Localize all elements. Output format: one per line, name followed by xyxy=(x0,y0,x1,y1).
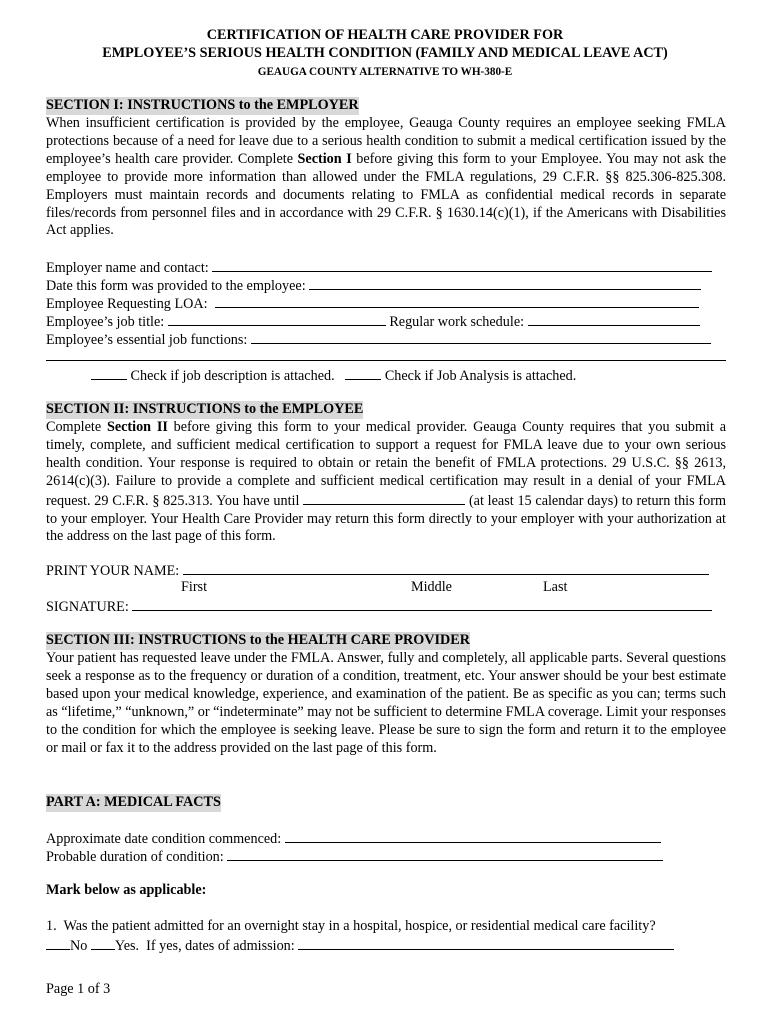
section2-text-c: (at least 15 calendar days) to return this form to your employer. Your Health Care Provider may return this form directly to your employer with your authorization at the address on the last page of this form. xyxy=(46,492,726,545)
essential-functions-label: Employee’s essential job functions: xyxy=(46,332,248,348)
q1-yes-label: Yes. If yes, dates of admission: xyxy=(114,938,295,954)
date-provided-row xyxy=(46,276,701,296)
last-name-caption: Last xyxy=(543,579,568,595)
duration-label: Probable duration of condition: xyxy=(46,849,224,865)
essential-functions-continuation-line[interactable] xyxy=(46,360,726,361)
q1-no-blank[interactable] xyxy=(46,936,70,950)
duration-row xyxy=(46,847,663,867)
mark-applicable-heading: Mark below as applicable: xyxy=(46,882,207,898)
print-name-label: PRINT YOUR NAME: xyxy=(46,563,180,579)
section3-heading: SECTION III: INSTRUCTIONS to the HEALTH CARE PROVIDER xyxy=(46,632,470,648)
work-schedule-label: Regular work schedule: xyxy=(389,314,525,330)
return-deadline-field[interactable] xyxy=(303,491,465,505)
job-title-field[interactable] xyxy=(168,312,386,326)
q1-yes-blank[interactable] xyxy=(91,936,115,950)
form-title-line1: CERTIFICATION OF HEALTH CARE PROVIDER FOR xyxy=(206,27,564,43)
employer-name-label: Employer name and contact: xyxy=(46,260,209,276)
date-provided-field[interactable] xyxy=(309,276,701,290)
section3-text: Your patient has requested leave under the FMLA. Answer, fully and completely, all applicable parts. Several questions seek a response as to the frequency or duration of a condition, treatment, etc. Your answer should be your best estimate based upon your medical knowledge, experience, and examination of the patient. Be as specific as you can; terms such as “lifetime,” “unknown,” or “indeterminate” may not be sufficient to determine FMLA coverage. Limit your responses to the condition for which the employee is seeking leave. Please be sure to sign the form and return it to the employee or mail or fax it to the address provided on the last page of this form. xyxy=(46,650,726,756)
date-commenced-field[interactable] xyxy=(285,829,661,843)
requesting-loa-label: Employee Requesting LOA: xyxy=(46,296,208,312)
signature-label: SIGNATURE: xyxy=(46,599,129,615)
section1-heading: SECTION I: INSTRUCTIONS to the EMPLOYER xyxy=(46,97,359,113)
date-commenced-row xyxy=(46,829,661,849)
middle-name-caption: Middle xyxy=(411,579,452,595)
question1-text: 1. Was the patient admitted for an overnight stay in a hospital, hospice, or residential medical care facility? xyxy=(46,918,656,934)
section2-text-a: Complete xyxy=(46,419,107,435)
first-name-caption: First xyxy=(181,579,208,595)
admission-dates-field[interactable] xyxy=(298,936,674,950)
section2-heading: SECTION II: INSTRUCTIONS to the EMPLOYEE xyxy=(46,401,364,417)
work-schedule-field[interactable] xyxy=(528,312,700,326)
duration-field[interactable] xyxy=(227,847,663,861)
employer-name-row xyxy=(46,258,712,278)
section1-text-bold: Section I xyxy=(297,150,352,167)
job-analysis-check-label: Check if Job Analysis is attached. xyxy=(384,368,577,384)
print-name-row xyxy=(46,561,709,581)
section1-text-a: When insufficient certification is provided by the employee, Geauga County requires an employee seeking FMLA protections because of a need for leave due to a serious health condition to submit a medical certification issued by the employee’s health care provider. Complete xyxy=(46,115,726,167)
section2-text-b: before giving this form to your medical provider. Geauga County requires that you submit a timely, complete, and sufficient medical certification to support a request for FMLA leave due to your own serious health condition. Your response is required to obtain or retain the benefit of FMLA protections. 29 U.S.C. §§ 2613, 2614(c)(3). Failure to provide a complete and sufficient medical certification may result in a denial of your FMLA request. 29 C.F.R. § 825.313. You have until xyxy=(46,419,726,509)
q1-no-label: No xyxy=(70,938,88,954)
essential-functions-row xyxy=(46,330,711,350)
section2-instructions xyxy=(46,419,726,546)
date-provided-label: Date this form was provided to the employee: xyxy=(46,278,306,294)
form-title-line2: EMPLOYEE’S SERIOUS HEALTH CONDITION (FAMILY AND MEDICAL LEAVE ACT) xyxy=(102,45,668,61)
job-description-check-label: Check if job description is attached. xyxy=(130,368,335,384)
page-number: Page 1 of 3 xyxy=(46,981,111,997)
job-title-label: Employee’s job title: xyxy=(46,314,165,330)
signature-field[interactable] xyxy=(132,597,712,611)
job-description-checkbox[interactable] xyxy=(91,366,127,380)
print-name-field[interactable] xyxy=(183,561,709,575)
essential-functions-field[interactable] xyxy=(251,330,711,344)
part-a-heading: PART A: MEDICAL FACTS xyxy=(46,794,221,810)
question1-answer-row xyxy=(46,936,674,956)
section3-instructions xyxy=(46,650,726,757)
date-commenced-label: Approximate date condition commenced: xyxy=(46,831,282,847)
requesting-loa-row xyxy=(46,294,699,314)
signature-row xyxy=(46,597,712,617)
employer-name-field[interactable] xyxy=(212,258,712,272)
job-analysis-checkbox[interactable] xyxy=(345,366,381,380)
section1-text-b: before giving this form to your Employee. You may not ask the employee to provide more information than allowed under the FMLA regulations, 29 C.F.R. §§ 825.306-825.308. Employers must maintain records and documents relating to FMLA as confidential medical records in separate files/records from personnel files and in accordance with 29 C.F.R. § 1630.14(c)(1), if the Americans with Disabilities Act applies. xyxy=(46,150,726,239)
section2-text-bold: Section II xyxy=(106,419,168,435)
form-subtitle: GEAUGA COUNTY ALTERNATIVE TO WH-380-E xyxy=(257,66,513,78)
job-title-row xyxy=(46,312,700,332)
requesting-loa-field[interactable] xyxy=(215,294,699,308)
attachments-row xyxy=(91,366,576,386)
section1-instructions xyxy=(46,115,726,240)
